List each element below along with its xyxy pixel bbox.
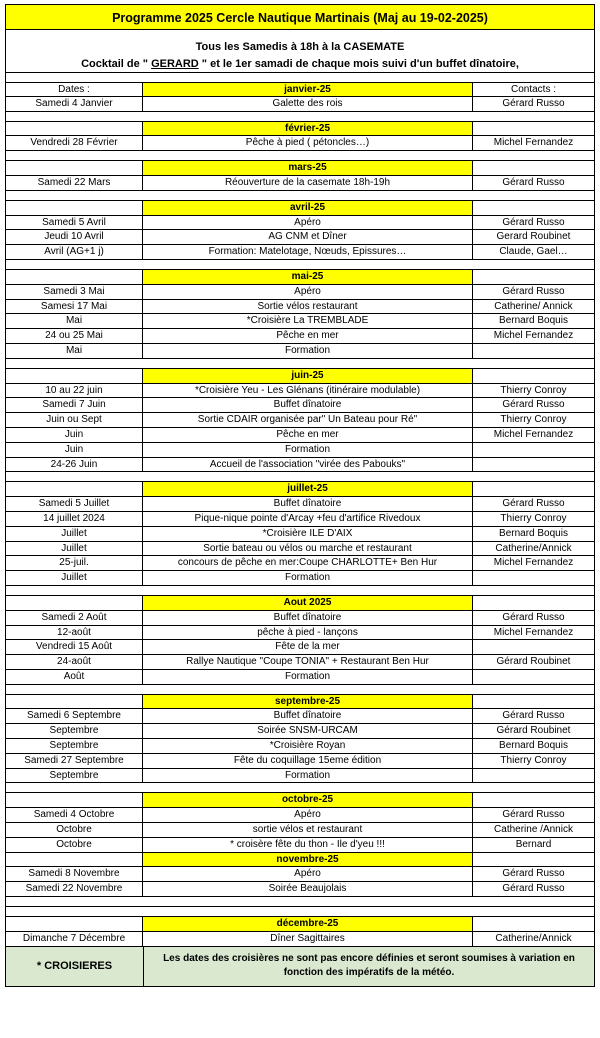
spacer [5,30,595,39]
empty-cell [473,201,594,215]
contact-cell: Gérard Russo [502,611,565,623]
date-cell: Juin ou Sept [6,413,143,427]
spacer-row [6,783,594,793]
month-heading-row [6,482,594,497]
contact-cell: Catherine/Annick [495,932,572,944]
date-cell: Samedi 5 Juillet [6,497,143,511]
schedule-table [5,82,595,947]
contact-cell: Thierry Conroy [500,414,567,426]
header-dates: Dates : [6,83,143,96]
table-row [6,808,594,823]
contact-cell: Michel Fernandez [493,428,574,440]
empty-cell [473,369,594,383]
contact-cell: Gérard Russo [502,97,565,109]
event-cell: *Croisière Yeu - Les Glénans (itinéraire modulable) [143,384,473,398]
empty-cell [6,161,143,175]
date-cell: Juillet [6,527,143,541]
event-cell: Pique-nique pointe d'Arcay +feu d'artifice Rivedoux [143,512,473,526]
table-row [6,398,594,413]
spacer-row [6,359,594,369]
table-body [6,97,594,947]
month-heading: février-25 [143,122,473,136]
month-heading: septembre-25 [143,695,473,709]
empty-cell [473,695,594,709]
event-cell: Apéro [143,216,473,230]
date-cell: Samedi 7 Juin [6,398,143,412]
table-row [6,176,594,191]
event-cell: Soirée SNSM-URCAM [143,724,473,738]
contact-cell: Gérard Russo [502,868,565,880]
intro-prefix: Cocktail de " [81,58,152,70]
empty-cell [6,201,143,215]
empty-cell [6,596,143,610]
date-cell: Samedi 22 Mars [6,176,143,190]
spacer-row [6,897,594,907]
table-row [6,230,594,245]
header-month: janvier-25 [143,83,473,96]
month-heading: Aout 2025 [143,596,473,610]
date-cell: Samedi 27 Septembre [6,754,143,768]
date-cell: Octobre [6,823,143,837]
table-row [6,285,594,300]
event-cell: Sortie vélos restaurant [143,300,473,314]
table-row [6,527,594,542]
date-cell: 25-juil. [6,556,143,570]
table-row [6,932,594,947]
event-cell: Soirée Beaujolais [143,882,473,896]
date-cell: Samedi 22 Novembre [6,882,143,896]
table-row [6,314,594,329]
event-cell: Formation [143,571,473,585]
event-cell: Dîner Sagittaires [143,932,473,946]
contact-cell: Gérard Russo [502,809,565,821]
footer-label: * CROISIERES [6,947,144,986]
contact-cell [473,640,594,654]
date-cell: Septembre [6,724,143,738]
event-cell: Rallye Nautique "Coupe TONIA" + Restaurant Ben Hur [143,655,473,669]
month-heading-row [6,369,594,384]
date-cell: Juin [6,428,143,442]
spacer-row [6,260,594,270]
contact-cell: Michel Fernandez [493,626,574,638]
contact-cell: Gérard Russo [502,710,565,722]
event-cell: *Croisière Royan [143,739,473,753]
event-cell: Apéro [143,808,473,822]
month-heading-row [6,201,594,216]
contact-cell: Gérard Russo [502,176,565,188]
table-row [6,655,594,670]
month-heading-row [6,161,594,176]
date-cell: Samesi 17 Mai [6,300,143,314]
month-heading: novembre-25 [143,853,473,867]
event-cell: Formation [143,670,473,684]
contact-cell: Gérard Russo [502,498,565,510]
event-cell: Fête de la mer [143,640,473,654]
event-cell: Sortie bateau ou vélos ou marche et restaurant [143,542,473,556]
event-cell: Apéro [143,285,473,299]
table-row [6,724,594,739]
date-cell: 10 au 22 juin [6,384,143,398]
event-cell: AG CNM et Dîner [143,230,473,244]
footer-note [5,947,595,987]
event-cell: pêche à pied - lançons [143,626,473,640]
contact-cell: Gérard Russo [502,285,565,297]
table-row [6,571,594,586]
table-row [6,882,594,897]
table-row [6,300,594,315]
contact-cell: Thierry Conroy [500,384,567,396]
empty-cell [473,482,594,496]
table-row [6,838,594,853]
empty-cell [473,596,594,610]
schedule-sheet [5,4,595,987]
contact-cell: Michel Fernandez [493,330,574,342]
month-heading-row [6,695,594,710]
contact-cell: Bernard Boquis [499,527,568,539]
contact-cell: Gérard Russo [502,399,565,411]
spacer-row [6,472,594,482]
table-row [6,670,594,685]
date-cell: Samedi 2 Août [6,611,143,625]
empty-cell [6,695,143,709]
date-cell: Samedi 4 Octobre [6,808,143,822]
table-row [6,626,594,641]
intro-suffix: " et le 1er samadi de chaque mois suivi d'un buffet dînatoire, [198,58,519,70]
empty-cell [6,917,143,931]
empty-cell [473,161,594,175]
spacer [5,73,595,82]
table-row [6,497,594,512]
table-row [6,542,594,557]
date-cell: 12-août [6,626,143,640]
date-cell: 24-26 Juin [6,458,143,472]
date-cell: Jeudi 10 Avril [6,230,143,244]
empty-cell [6,122,143,136]
date-cell: 24 ou 25 Mai [6,329,143,343]
contact-cell: Bernard [515,838,552,850]
month-heading: mars-25 [143,161,473,175]
spacer-row [6,151,594,161]
month-heading-row [6,270,594,285]
event-cell: concours de pêche en mer:Coupe CHARLOTTE+ Ben Hur [143,556,473,570]
table-row [6,413,594,428]
table-row [6,754,594,769]
event-cell: Buffet dînatoire [143,497,473,511]
month-heading: juillet-25 [143,482,473,496]
month-heading: avril-25 [143,201,473,215]
table-row [6,611,594,626]
date-cell: Octobre [6,838,143,852]
date-cell: Samedi 8 Novembre [6,867,143,881]
table-row [6,458,594,473]
date-cell: Août [6,670,143,684]
event-cell: Pêche en mer [143,428,473,442]
contact-cell: Bernard Boquis [499,740,568,752]
contact-cell: Gérard Roubinet [496,656,571,668]
table-row [6,739,594,754]
contact-cell: Bernard Boquis [499,315,568,327]
contact-cell: Gérard Russo [502,216,565,228]
event-cell: Réouverture de la casemate 18h-19h [143,176,473,190]
event-cell: Buffet dînatoire [143,611,473,625]
month-heading-row [6,596,594,611]
intro-line-2 [5,56,595,73]
month-heading-row [6,917,594,932]
event-cell: Formation: Matelotage, Nœuds, Epissures… [143,245,473,259]
empty-cell [6,270,143,284]
date-cell: Dimanche 7 Décembre [6,932,143,946]
event-cell: Apéro [143,867,473,881]
contact-cell [473,769,594,783]
table-row [6,344,594,359]
spacer-row [6,191,594,201]
empty-cell [6,482,143,496]
spacer-row [6,112,594,122]
contact-cell [473,458,594,472]
contact-cell [473,571,594,585]
empty-cell [473,122,594,136]
contact-cell: Gerard Roubinet [496,231,571,243]
spacer-row [6,907,594,917]
month-heading: octobre-25 [143,793,473,807]
event-cell: Sortie CDAIR organisée par" Un Bateau pour Ré" [143,413,473,427]
event-cell: Galette des rois [143,97,473,111]
contact-cell: Gérard Roubinet [496,725,571,737]
event-cell: sortie vélos et restaurant [143,823,473,837]
date-cell: Juin [6,443,143,457]
footer-text: Les dates des croisières ne sont pas encore définies et seront soumises à variation en fonction des impératifs de la météo. [163,953,575,979]
month-heading: mai-25 [143,270,473,284]
table-row [6,329,594,344]
empty-cell [6,853,143,867]
table-row [6,640,594,655]
month-heading-row [6,122,594,137]
empty-cell [473,917,594,931]
contact-cell [473,344,594,358]
event-cell: Formation [143,344,473,358]
month-heading: décembre-25 [143,917,473,931]
intro-host-name: GERARD [151,58,199,70]
month-heading-row [6,793,594,808]
contact-cell: Catherine /Annick [494,824,573,836]
spacer-row [6,685,594,695]
event-cell: Fête du coquillage 15eme édition [143,754,473,768]
table-row [6,709,594,724]
table-row [6,512,594,527]
contact-cell: Thierry Conroy [500,754,567,766]
date-cell: Vendredi 15 Août [6,640,143,654]
table-row [6,443,594,458]
spacer-row [6,586,594,596]
table-row [6,136,594,151]
date-cell: Samedi 4 Janvier [6,97,143,111]
table-row [6,769,594,784]
table-row [6,97,594,112]
date-cell: Septembre [6,769,143,783]
date-cell: Juillet [6,571,143,585]
contact-cell: Michel Fernandez [493,137,574,149]
event-cell: Buffet dînatoire [143,398,473,412]
page-title: Programme 2025 Cercle Nautique Martinais (Maj au 19-02-2025) [5,4,595,30]
table-row [6,823,594,838]
event-cell: * croisère fête du thon - Ile d'yeu !!! [143,838,473,852]
date-cell: Mai [6,314,143,328]
contact-cell [473,443,594,457]
empty-cell [6,369,143,383]
date-cell: Juillet [6,542,143,556]
date-cell: Avril (AG+1 j) [6,245,143,259]
date-cell: Samedi 6 Septembre [6,709,143,723]
event-cell: Accueil de l'association "virée des Pabouks" [143,458,473,472]
table-row [6,384,594,399]
table-row [6,216,594,231]
empty-cell [473,793,594,807]
intro-line-1: Tous les Samedis à 18h à la CASEMATE [5,39,595,56]
table-row [6,556,594,571]
table-header [6,82,594,97]
date-cell: Vendredi 28 Février [6,136,143,150]
event-cell: Pêche en mer [143,329,473,343]
header-contacts: Contacts : [510,84,557,95]
contact-cell: Claude, Gael… [499,246,568,258]
contact-cell: Michel Fernandez [493,557,574,569]
date-cell: Mai [6,344,143,358]
event-cell: *Croisière La TREMBLADE [143,314,473,328]
month-heading: juin-25 [143,369,473,383]
table-row [6,867,594,882]
date-cell: 14 juillet 2024 [6,512,143,526]
empty-cell [473,853,594,867]
date-cell: Samedi 5 Avril [6,216,143,230]
table-row [6,428,594,443]
event-cell: Formation [143,443,473,457]
event-cell: Buffet dînatoire [143,709,473,723]
date-cell: 24-août [6,655,143,669]
empty-cell [6,793,143,807]
contact-cell: Gérard Russo [502,883,565,895]
contact-cell [473,670,594,684]
date-cell: Septembre [6,739,143,753]
contact-cell: Catherine/ Annick [494,300,573,312]
contact-cell: Thierry Conroy [500,512,567,524]
table-row [6,245,594,260]
contact-cell: Catherine/Annick [495,542,572,554]
event-cell: *Croisière ILE D'AIX [143,527,473,541]
date-cell: Samedi 3 Mai [6,285,143,299]
month-heading-row [6,853,594,868]
event-cell: Formation [143,769,473,783]
empty-cell [473,270,594,284]
event-cell: Pêche à pied ( pétoncles…) [143,136,473,150]
